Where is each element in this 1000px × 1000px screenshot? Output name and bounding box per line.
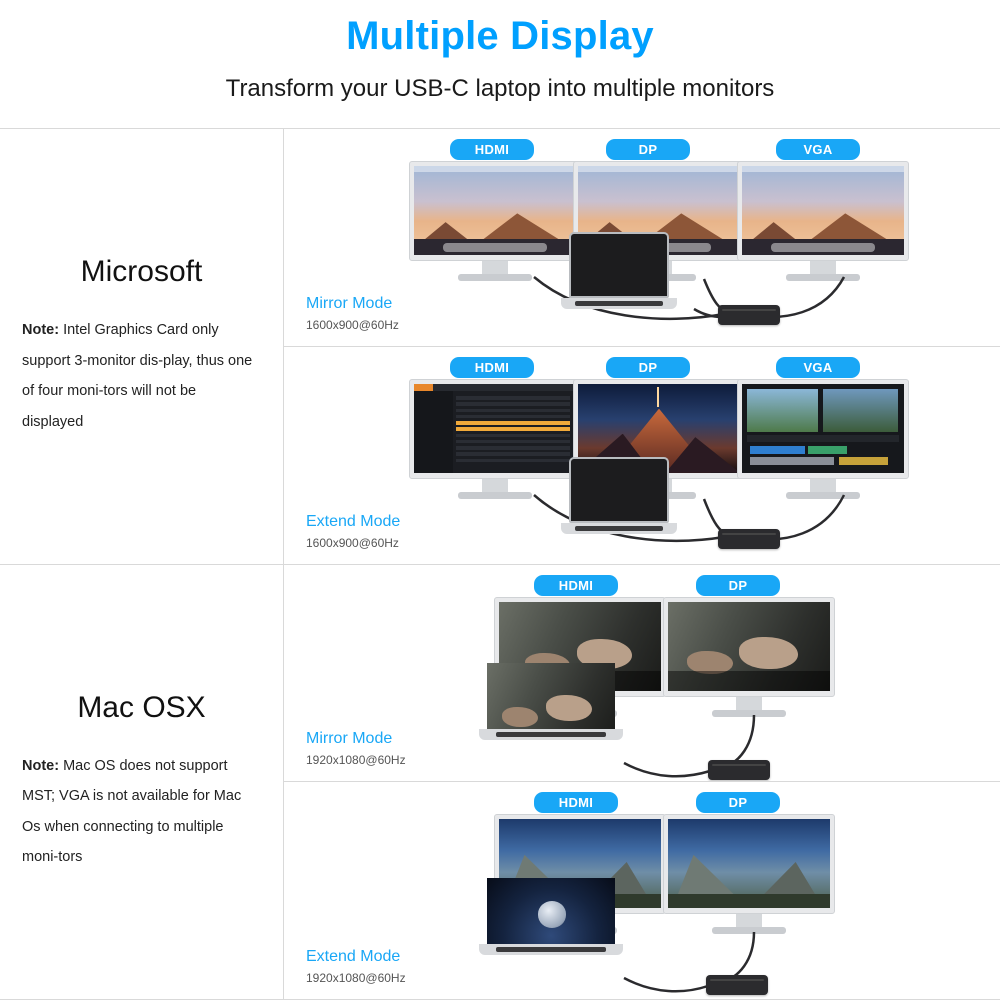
mode-row-windows-mirror (284, 129, 1000, 347)
laptop (569, 457, 669, 534)
laptop-screen (487, 878, 615, 944)
mode-resolution: 1600x900@60Hz (306, 535, 399, 550)
page-subtitle: Transform your USB-C laptop into multiple monitors (225, 75, 775, 102)
usb-c-hub (708, 760, 770, 780)
laptop-base (561, 523, 677, 534)
laptop-screen (569, 457, 669, 523)
laptop (487, 663, 615, 740)
os-label-macosx (0, 565, 284, 1000)
mode-row-windows-extend (284, 347, 1000, 564)
os-note-label: Note: (22, 322, 60, 339)
os-note (22, 315, 261, 437)
mode-title: Extend Mode (306, 948, 401, 965)
port-pill-hdmi: HDMI (534, 575, 618, 596)
os-block-microsoft (0, 129, 1000, 565)
mode-resolution: 1920x1080@60Hz (306, 971, 406, 985)
compatibility-table (0, 128, 1000, 1000)
port-pill-vga: VGA (776, 357, 860, 378)
usb-c-hub (706, 975, 768, 995)
laptop-base (479, 944, 623, 955)
os-note-text: Intel Graphics Card only support 3-monitor dis-play, thus one of four moni-tors will not be displayed (22, 322, 253, 430)
os-note (22, 751, 261, 873)
mode-title: Mirror Mode (306, 730, 393, 748)
os-name: Microsoft (80, 255, 203, 289)
laptop-screen (487, 663, 615, 729)
os-name: Mac OSX (77, 690, 206, 724)
mode-caption (306, 513, 400, 550)
laptop (487, 878, 615, 955)
mode-row-mac-mirror (284, 565, 1000, 783)
mode-caption (306, 295, 399, 332)
port-pill-dp: DP (696, 792, 780, 813)
laptop-screen (569, 232, 669, 298)
port-pill-hdmi: HDMI (450, 357, 534, 378)
mode-title: Mirror Mode (306, 294, 393, 312)
port-pill-hdmi: HDMI (450, 139, 534, 160)
mode-list-microsoft (284, 129, 1000, 564)
mode-resolution: 1600x900@60Hz (306, 317, 399, 332)
laptop-base (479, 729, 623, 740)
laptop (569, 232, 669, 309)
mode-caption (306, 730, 406, 767)
usb-c-hub (718, 305, 780, 325)
mode-caption (306, 948, 406, 985)
os-note-text: Mac OS does not support MST; VGA is not available for Mac Os when connecting to multiple moni-tors (22, 757, 242, 866)
port-pill-dp: DP (696, 575, 780, 596)
page-title: Multiple Display (346, 14, 654, 58)
page-header (0, 0, 1000, 128)
mode-row-mac-extend (284, 782, 1000, 999)
mode-resolution: 1920x1080@60Hz (306, 753, 406, 768)
usb-c-hub (718, 529, 780, 549)
mode-list-macosx (284, 565, 1000, 1000)
mode-title: Extend Mode (306, 512, 401, 530)
os-block-macosx (0, 565, 1000, 1000)
port-pill-hdmi: HDMI (534, 792, 618, 813)
port-pill-dp: DP (606, 139, 690, 160)
port-pill-dp: DP (606, 357, 690, 378)
laptop-base (561, 298, 677, 309)
port-pill-vga: VGA (776, 139, 860, 160)
os-note-label: Note: (22, 757, 60, 774)
os-label-microsoft (0, 129, 284, 564)
